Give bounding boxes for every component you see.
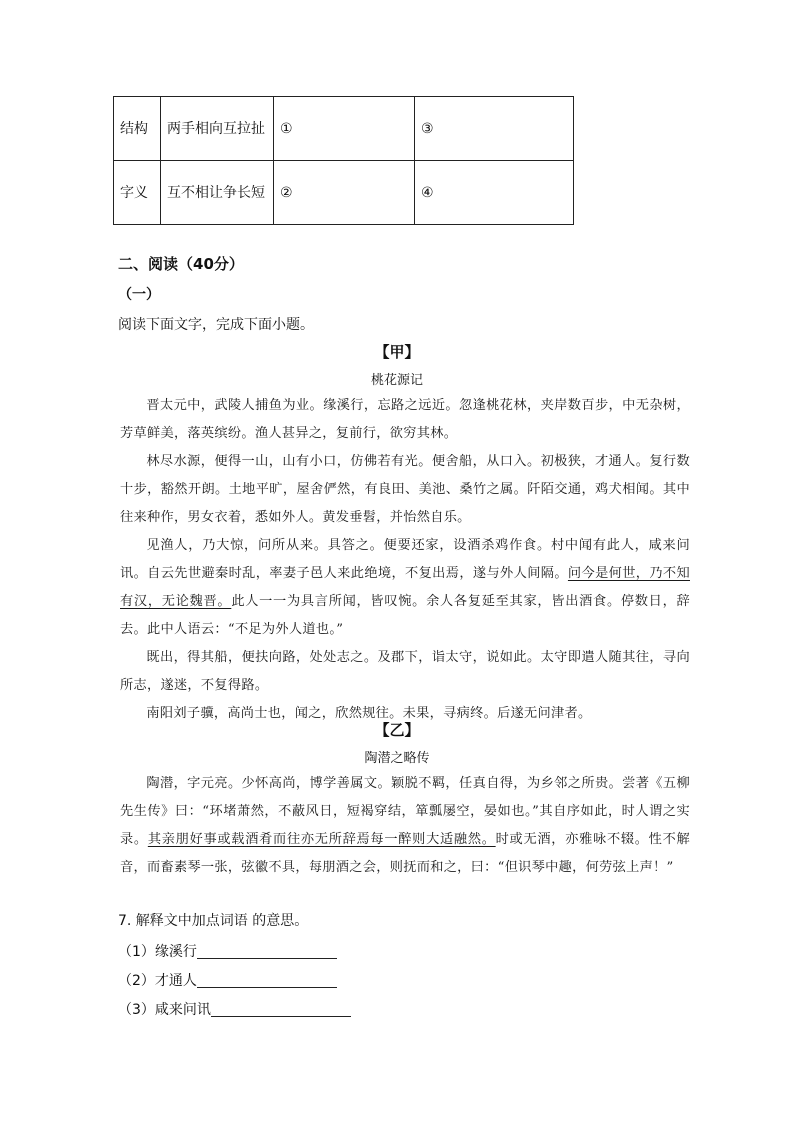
- table-cell: ④: [415, 161, 574, 225]
- passage-paragraph: [120, 532, 690, 644]
- table-row: [114, 97, 574, 161]
- question-item-label: （3）咸来问讯: [118, 1002, 211, 1018]
- answer-blank[interactable]: [211, 1000, 351, 1017]
- question-item: [118, 941, 337, 961]
- question-item-label: （1）缘溪行: [118, 944, 197, 960]
- table-cell: 字义: [114, 161, 161, 225]
- passage-paragraph: 既出，得其船，便扶向路，处处志之。及郡下，诣太守，说如此。太守即遣人随其往，寻向所志，遂迷，不复得路。: [120, 650, 690, 693]
- passage-sentence: 时或无酒，亦雅咏不辍。性不解音，而畜素琴一张，弦徽不具，每朋酒之会，则抚而和之，曰：“但识琴中趣，何劳弦上声！”: [120, 832, 690, 875]
- passage-sentence: 此人一一为具言所闻，皆叹惋。余人各复延至其家，皆出酒食。停数日，辞去。此中人语云：“不足为外人道也。”: [120, 594, 690, 637]
- table-cell: ②: [274, 161, 415, 225]
- table-cell: ③: [415, 97, 574, 161]
- question-stem: 7. 解释文中加点词语 的意思。: [118, 913, 309, 929]
- passage-paragraph: 晋太元中，武陵人捕鱼为业。缘溪行，忘路之远近。忽逢桃花林，夹岸数百步，中无杂树，芳草鲜美，落英缤纷。渔人甚异之，复前行，欲穷其林。: [120, 398, 690, 441]
- passage-jia-title: 桃花源记: [370, 373, 423, 388]
- table-cell: ①: [274, 97, 415, 161]
- answer-blank[interactable]: [197, 942, 337, 959]
- passage-yi-body: [120, 770, 690, 882]
- sub-heading: （一）: [118, 287, 160, 303]
- table-cell: 互不相让争长短: [161, 161, 274, 225]
- underlined-sentence: 问今是何世，乃不知有汉，无论魏晋。: [120, 566, 690, 609]
- passage-sentence: 见渔人，乃大惊，问所从来。具答之。便要还家，设酒杀鸡作食。村中闻有此人，咸来问讯。自云先世避秦时乱，率妻子邑人来此绝境，不复出焉，遂与外人间隔。: [120, 538, 690, 581]
- table-cell: 两手相向互拉扯: [161, 97, 274, 161]
- passage-yi-title: 陶潜之略传: [364, 751, 430, 766]
- passage-paragraph: 南阳刘子骥，高尚士也，闻之，欣然规往。未果，寻病终。后遂无问津者。: [146, 706, 592, 721]
- passage-jia-body: [120, 392, 690, 728]
- instruction-text: 阅读下面文字，完成下面小题。: [118, 317, 314, 333]
- passage-yi-label: 【乙】: [374, 721, 420, 739]
- answer-blank[interactable]: [197, 971, 337, 988]
- table-cell: 结构: [114, 97, 161, 161]
- character-structure-table: [113, 96, 574, 225]
- passage-jia-label: 【甲】: [374, 343, 420, 361]
- question-item: [118, 970, 337, 990]
- section-heading: 二、阅读（40分）: [118, 255, 244, 273]
- passage-sentence: 陶潜，字元亮。少怀高尚，博学善属文。颖脱不羁，任真自得，为乡邻之所贵。尝著《五柳先生传》曰：“环堵萧然，不蔽风日，短褐穿结，箪瓢屡空，晏如也。”其自序如此，时人谓之实录。: [120, 776, 690, 847]
- underlined-sentence: 其亲朋好事或载酒肴而往亦无所辞焉每一醉则大适融然。: [147, 832, 496, 847]
- passage-paragraph: 林尽水源，便得一山，山有小口，仿佛若有光。便舍船，从口入。初极狭，才通人。复行数十步，豁然开朗。土地平旷，屋舍俨然，有良田、美池、桑竹之属。阡陌交通，鸡犬相闻。其中往来种作，男女衣着，悉如外人。黄发垂髫，并怡然自乐。: [120, 454, 690, 525]
- table-row: [114, 161, 574, 225]
- question-item: [118, 999, 351, 1019]
- passage-paragraph: [120, 770, 690, 882]
- question-item-label: （2）才通人: [118, 973, 197, 989]
